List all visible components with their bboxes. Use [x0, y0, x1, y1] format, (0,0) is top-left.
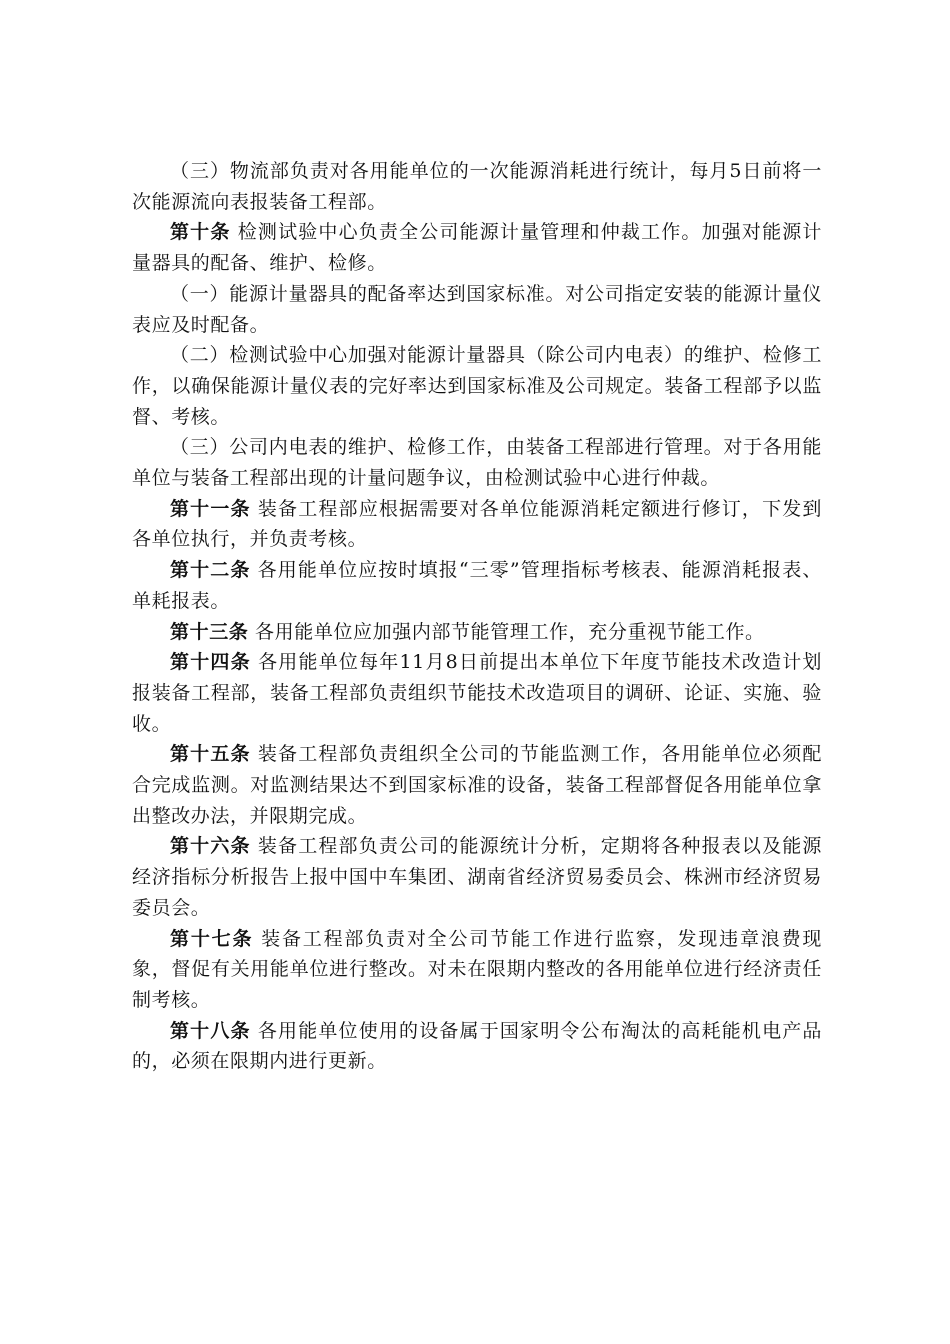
article-heading: 第十二条	[170, 559, 251, 582]
article-heading: 第十三条	[170, 620, 249, 643]
article-heading: 第十条	[170, 221, 231, 244]
article-heading: 第十六条	[170, 835, 251, 858]
document-body	[132, 156, 822, 1077]
paragraph-text: （三）公司内电表的维护、检修工作，由装备工程部进行管理。对于各用能单位与装备工程部出现的计量问题争议，由检测试验中心进行仲裁。	[132, 436, 822, 490]
paragraph-10	[132, 739, 822, 831]
paragraph-12	[132, 924, 822, 1016]
paragraph-text: 装备工程部负责组织全公司的节能监测工作，各用能单位必须配合完成监测。对监测结果达不到国家标准的设备，装备工程部督促各用能单位拿出整改办法，并限期完成。	[132, 743, 822, 827]
paragraph-8	[132, 617, 822, 648]
paragraph-text: 装备工程部负责公司的能源统计分析，定期将各种报表以及能源经济指标分析报告上报中国中车集团、湖南省经济贸易委员会、株洲市经济贸易委员会。	[132, 835, 822, 919]
paragraph-text: （二）检测试验中心加强对能源计量器具（除公司内电表）的维护、检修工作，以确保能源计量仪表的完好率达到国家标准及公司规定。装备工程部予以监督、考核。	[132, 344, 822, 428]
paragraph-text: 各用能单位每年11月8日前提出本单位下年度节能技术改造计划报装备工程部，装备工程部负责组织节能技术改造项目的调研、论证、实施、验收。	[132, 651, 822, 735]
paragraph-13	[132, 1016, 822, 1077]
article-heading: 第十一条	[170, 497, 251, 520]
paragraph-2	[132, 217, 822, 278]
article-heading: 第十七条	[170, 927, 254, 950]
paragraph-4	[132, 340, 822, 432]
article-heading: 第十八条	[170, 1019, 251, 1042]
article-heading: 第十五条	[170, 743, 251, 766]
article-heading: 第十四条	[170, 651, 251, 674]
paragraph-1	[132, 156, 822, 217]
paragraph-text: 检测试验中心负责全公司能源计量管理和仲裁工作。加强对能源计量器具的配备、维护、检修。	[132, 221, 823, 275]
paragraph-text: 各用能单位使用的设备属于国家明令公布淘汰的高耗能机电产品的，必须在限期内进行更新。	[132, 1019, 822, 1073]
paragraph-text: 各用能单位应按时填报“三零”管理指标考核表、能源消耗报表、单耗报表。	[132, 559, 823, 612]
paragraph-6	[132, 494, 822, 555]
paragraph-3	[132, 279, 822, 340]
paragraph-11	[132, 831, 822, 923]
paragraph-text: （三）物流部负责对各用能单位的一次能源消耗进行统计，每月5日前将一次能源流向表报装备工程部。	[132, 160, 822, 213]
paragraph-text: 各用能单位应加强内部节能管理工作，充分重视节能工作。	[255, 620, 765, 643]
paragraph-text: 装备工程部应根据需要对各单位能源消耗定额进行修订，下发到各单位执行，并负责考核。	[132, 497, 822, 551]
paragraph-7	[132, 555, 822, 616]
paragraph-9	[132, 647, 822, 739]
paragraph-5	[132, 432, 822, 493]
paragraph-text: 装备工程部负责对全公司节能工作进行监察，发现违章浪费现象，督促有关用能单位进行整改。对未在限期内整改的各用能单位进行经济责任制考核。	[132, 927, 823, 1011]
paragraph-text: （一）能源计量器具的配备率达到国家标准。对公司指定安装的能源计量仪表应及时配备。	[132, 282, 822, 336]
